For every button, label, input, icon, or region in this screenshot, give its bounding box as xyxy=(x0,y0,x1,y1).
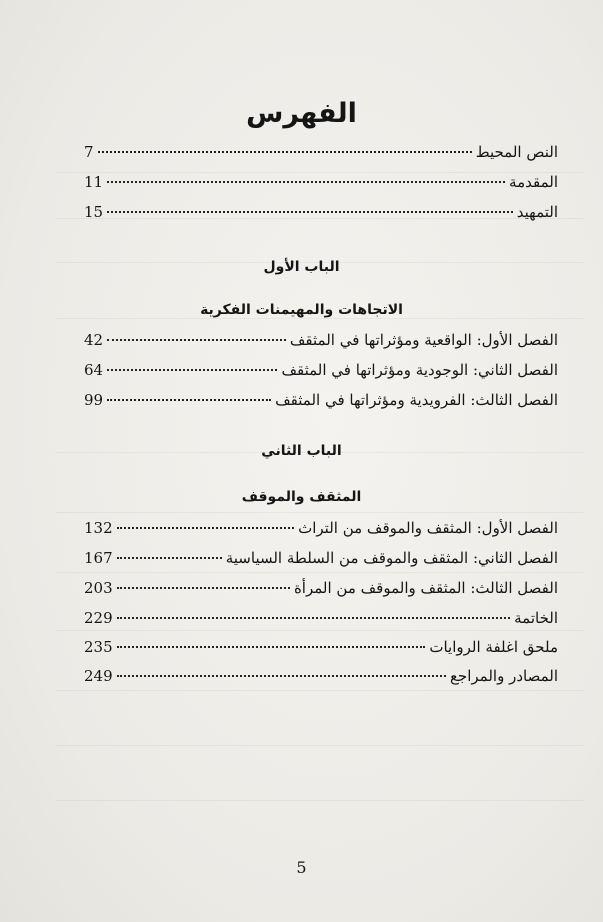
toc-entry-page: 11 xyxy=(84,173,104,191)
toc-entry-label: الفصل الأول: المثقف والموقف من التراث xyxy=(298,519,558,537)
toc-entry-label: الخاتمة xyxy=(514,609,558,627)
dot-leader xyxy=(98,151,472,153)
part-one-subheading: الاتجاهات والمهيمنات الفكرية xyxy=(200,302,403,318)
part-two-heading: الباب الثاني xyxy=(261,443,342,459)
dot-leader xyxy=(107,181,505,183)
toc-entry-label: الفصل الثالث: الفرويدية ومؤثراتها في المثقف xyxy=(275,391,558,409)
dot-leader xyxy=(117,675,446,677)
toc-entry-label: التمهيد xyxy=(516,203,558,221)
dot-leader xyxy=(107,369,277,371)
dot-leader xyxy=(107,399,271,401)
toc-entry-page: 229 xyxy=(84,609,113,627)
dot-leader xyxy=(117,617,510,619)
part-one-heading: الباب الأول xyxy=(263,259,340,275)
toc-entry-page: 42 xyxy=(84,331,104,349)
toc-entry-page: 99 xyxy=(84,391,104,409)
toc-entry-label: ملحق اغلفة الروايات xyxy=(429,638,558,656)
toc-entry-page: 235 xyxy=(84,638,113,656)
toc-entry-page: 203 xyxy=(84,579,113,597)
toc-entry-page: 15 xyxy=(84,203,104,221)
toc-entry-part2-ch3[interactable] xyxy=(84,579,558,603)
toc-entry-page: 64 xyxy=(84,361,104,379)
dot-leader xyxy=(117,527,294,529)
dot-leader xyxy=(107,211,513,213)
toc-entry-intro-text[interactable] xyxy=(84,143,558,167)
toc-entry-part1-ch3[interactable] xyxy=(84,391,558,415)
page-title: الفهرس xyxy=(246,98,357,129)
toc-entry-part1-ch1[interactable] xyxy=(84,331,558,355)
toc-entry-preface[interactable] xyxy=(84,203,558,227)
toc-entry-page: 132 xyxy=(84,519,113,537)
toc-entry-label: النص المحيط xyxy=(475,143,558,161)
toc-entry-part2-ch1[interactable] xyxy=(84,519,558,543)
toc-entry-label: المقدمة xyxy=(509,173,558,191)
page-number: 5 xyxy=(296,858,307,877)
toc-entry-label: المصادر والمراجع xyxy=(449,667,558,685)
dot-leader xyxy=(117,557,222,559)
toc-entry-page: 249 xyxy=(84,667,113,685)
toc-entry-introduction[interactable] xyxy=(84,173,558,197)
dot-leader xyxy=(117,587,290,589)
dot-leader xyxy=(107,339,286,341)
toc-entry-page: 167 xyxy=(84,549,113,567)
toc-entry-part1-ch2[interactable] xyxy=(84,361,558,385)
toc-entry-label: الفصل الثاني: الوجودية ومؤثراتها في المثقف xyxy=(281,361,558,379)
toc-entry-references[interactable] xyxy=(84,667,558,691)
toc-entry-label: الفصل الأول: الواقعية ومؤثراتها في المثقف xyxy=(289,331,558,349)
part-two-subheading: المثقف والموقف xyxy=(241,489,362,505)
toc-entry-conclusion[interactable] xyxy=(84,609,558,633)
toc-entry-part2-ch2[interactable] xyxy=(84,549,558,573)
toc-entry-label: الفصل الثالث: المثقف والموقف من المرأة xyxy=(293,579,558,597)
toc-entry-appendix[interactable] xyxy=(84,638,558,662)
toc-entry-page: 7 xyxy=(84,143,94,161)
toc-entry-label: الفصل الثاني: المثقف والموقف من السلطة السياسية xyxy=(225,549,558,567)
dot-leader xyxy=(117,646,426,648)
